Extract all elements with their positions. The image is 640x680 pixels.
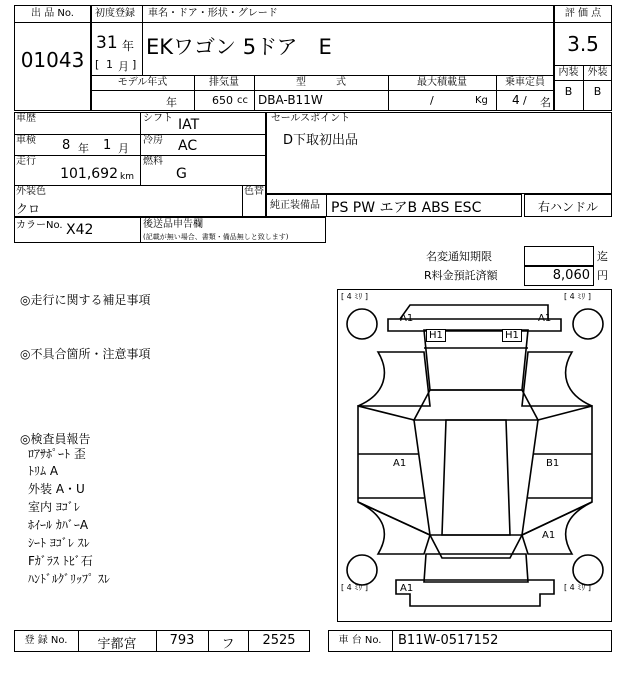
chassis-label: 車 台 No. (338, 635, 382, 646)
report-line: 室内 ﾖｺﾞﾚ (28, 500, 80, 514)
report-line: ﾊﾝﾄﾞﾙｸﾞﾘｯﾌﾟ ｽﾚ (28, 572, 110, 586)
tire-rear-left (347, 555, 377, 585)
exterior-label: 外装 (587, 67, 608, 78)
shift-value: IAT (178, 117, 200, 133)
sales-points-label: セールスポイント (271, 113, 351, 124)
overall-score: 3.5 (567, 32, 599, 56)
month-bracket-open: [ (95, 58, 100, 71)
recycle-fee-unit: 円 (597, 269, 608, 282)
max-load-slash: / (430, 94, 434, 107)
fuel-value: G (176, 166, 187, 182)
left-side (358, 406, 430, 535)
history-label: 車歴 (16, 113, 36, 124)
capacity-value: 4 (512, 93, 520, 107)
registration-area: 宇都宮 (97, 637, 137, 652)
capacity-unit: 名 (540, 96, 551, 109)
tire-rear-right (573, 555, 603, 585)
score-label: 評 価 点 (564, 8, 602, 19)
damage-mark-front-left: A1 (400, 313, 414, 324)
damage-mark-front-right: A1 (538, 313, 552, 324)
registration-month-unit: 月 (118, 60, 129, 73)
registration-class: 793 (169, 633, 195, 648)
chassis-number: B11W-0517152 (398, 633, 499, 648)
report-line: ﾛｱｻﾎﾟｰﾄ 歪 (28, 447, 86, 461)
mileage-value: 101,692 (60, 166, 118, 182)
registration-label: 登 録 No. (24, 635, 68, 646)
car-outline (338, 290, 611, 621)
model-year-value: 年 (166, 96, 177, 109)
registration-year-unit: 年 (122, 39, 135, 53)
exterior-color-value: クロ (16, 202, 41, 216)
rear-bumper (396, 580, 554, 606)
car-name: EKワゴン 5ドア E (146, 35, 332, 59)
left-rear-fender (358, 502, 430, 554)
lot-number-label: 出 品 No. (31, 8, 74, 19)
tire-front-right (573, 309, 603, 339)
report-line: ﾎｲｰﾙ ｶﾊﾞｰA (28, 518, 89, 532)
registration-year: 31 (96, 33, 118, 53)
mileage-label: 走行 (16, 156, 36, 167)
equipment-label: 純正装備品 (270, 200, 320, 211)
color-no-value: X42 (66, 222, 94, 238)
inspection-year-unit: 年 (78, 142, 89, 155)
damage-diagram (337, 289, 612, 622)
exterior-color-label: 外装色 (16, 186, 46, 197)
inspection-label: 車検 (16, 135, 36, 146)
documents-note: (記載が無い場合、書類・備品無しと致します) (143, 233, 289, 241)
report-line: ﾄﾘﾑ A (28, 464, 59, 478)
tire-depth-front-right: [ 4 ﾐﾘ ] (564, 292, 591, 301)
month-bracket-close: ] (132, 58, 137, 71)
interior-grade: B (564, 85, 573, 98)
damage-mark-headlight-right: H1 (502, 329, 522, 342)
max-load-unit: Kg (475, 95, 488, 106)
registration-month: 1 (106, 58, 113, 71)
recycle-fee-value: 8,060 (552, 268, 590, 283)
exterior-grade: B (593, 85, 602, 98)
tire-depth-front-left: [ 4 ﾐﾘ ] (341, 292, 368, 301)
recycle-fee-label: R料金預託済額 (424, 269, 498, 282)
name-change-unit: 迄 (597, 250, 608, 263)
inspection-month: 1 (103, 138, 112, 153)
interior-label: 内装 (558, 67, 579, 78)
ac-label: 冷房 (143, 135, 163, 146)
model-type-label: 型 式 (296, 77, 346, 88)
displacement-unit: cc (237, 95, 248, 106)
left-fender (358, 352, 430, 406)
damage-mark-right-side: B1 (546, 458, 560, 469)
documents-label: 後送品申告欄 (143, 219, 203, 230)
roof (442, 420, 510, 535)
equipment-value: PS PW エアB ABS ESC (331, 200, 482, 216)
car-name-label: 車名・ドア・形状・グレード (148, 8, 278, 19)
right-fender (522, 352, 592, 406)
name-change-box (524, 246, 594, 266)
damage-mark-rear-right: A1 (542, 530, 556, 541)
right-side (522, 406, 592, 535)
mileage-unit: km (120, 172, 134, 182)
fuel-label: 燃料 (143, 156, 163, 167)
model-year-label: モデル年式 (117, 77, 168, 88)
windshield (414, 390, 538, 420)
model-type-value: DBA-B11W (258, 93, 323, 107)
repaint-label: 色替 (244, 186, 264, 197)
inspector-report-label: ◎検査員報告 (20, 432, 91, 446)
tire-front-left (347, 309, 377, 339)
damage-mark-left-side: A1 (393, 458, 407, 469)
report-line: 外装 A・U (28, 482, 85, 496)
damage-mark-rear-bumper: A1 (400, 583, 414, 594)
report-line: ｼｰﾄ ﾖｺﾞﾚ ｽﾚ (28, 536, 90, 550)
lot-number: 01043 (20, 48, 85, 72)
tire-depth-rear-left: [ 4 ﾐﾘ ] (341, 583, 368, 592)
max-load-label: 最大積載量 (417, 77, 467, 88)
right-rear-fender (522, 502, 592, 554)
damage-mark-headlight-left: H1 (426, 329, 446, 342)
capacity-label: 乗車定員 (505, 77, 545, 88)
registration-number: 2525 (262, 633, 296, 648)
driving-notes-label: ◎走行に関する補足事項 (20, 293, 151, 307)
displacement-label: 排気量 (209, 77, 239, 88)
first-registration-label: 初度登録 (95, 8, 135, 19)
displacement-value: 650 (212, 94, 233, 107)
color-no-label: カラーNo. (16, 220, 63, 231)
registration-kana: フ (221, 637, 235, 652)
shift-label: シフト (143, 113, 173, 124)
inspection-year: 8 (62, 138, 71, 153)
name-change-label: 名変通知期限 (426, 250, 492, 263)
steering-value: 右ハンドル (537, 200, 598, 214)
front-bumper (388, 305, 561, 331)
inspection-month-unit: 月 (118, 142, 129, 155)
ac-value: AC (178, 138, 198, 154)
capacity-slash: / (523, 94, 527, 107)
tire-depth-rear-right: [ 4 ﾐﾘ ] (564, 583, 591, 592)
report-line: Fｶﾞﾗｽ ﾄﾋﾞ石 (28, 554, 93, 568)
sales-points-value: D下取初出品 (283, 133, 359, 148)
defect-notes-label: ◎不具合箇所・注意事項 (20, 347, 151, 361)
